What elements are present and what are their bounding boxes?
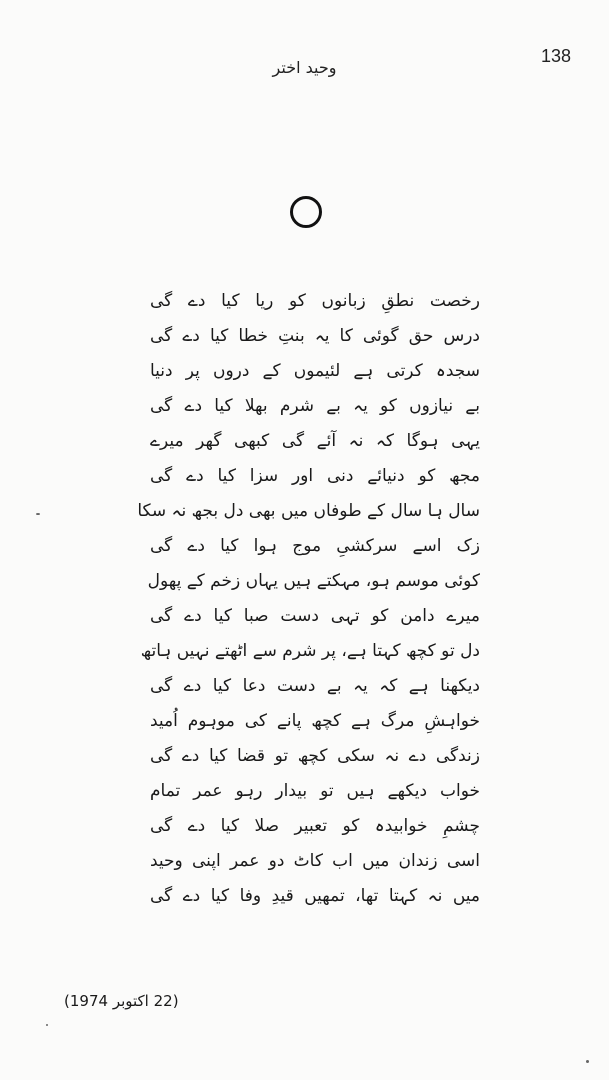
scan-speck bbox=[586, 1060, 589, 1063]
poem-line: بے نیازوں کو یہ بے شرم بھلا کیا دے گی bbox=[150, 396, 480, 416]
poem-line: اسی زندان میں اب کاٹ دو عمر اپنی وحید bbox=[150, 851, 480, 871]
poem-line: کوئی موسم ہو، مہکتے ہیں یہاں زخم کے پھول bbox=[147, 571, 480, 591]
poem-line: سال ہا سال کے طوفاں میں بھی دل بجھ نہ سکا bbox=[137, 501, 480, 521]
poem-line: میں نہ کہتا تھا، تمھیں قیدِ وفا کیا دے گی bbox=[150, 886, 480, 906]
ghazal-poem bbox=[137, 284, 480, 914]
poem-line: درس حق گوئی کا یہ بنتِ خطا کیا دے گی bbox=[150, 326, 480, 346]
scan-speck bbox=[46, 1024, 48, 1026]
poem-line: زک اسے سرکشیِ موج ہوا کیا دے گی bbox=[150, 536, 480, 556]
poem-line: خواب دیکھے ہیں تو بیدار رہو عمر تمام bbox=[150, 781, 480, 801]
circle-ornament-icon bbox=[290, 196, 322, 228]
poem-line: چشمِ خوابیدہ کو تعبیر صلا کیا دے گی bbox=[150, 816, 480, 836]
poem-line: رخصت نطقِ زبانوں کو ریا کیا دے گی bbox=[150, 291, 480, 311]
poem-line: مجھ کو دنیائے دنی اور سزا کیا دے گی bbox=[150, 466, 480, 486]
poem-line: دیکھنا ہے کہ یہ بے دست دعا کیا دے گی bbox=[150, 676, 480, 696]
poem-line: یہی ہوگا کہ نہ آئے گی کبھی گھر میرے bbox=[150, 431, 480, 451]
running-head-author: وحید اختر bbox=[272, 58, 337, 77]
poem-date: (22 اکتوبر 1974) bbox=[64, 992, 179, 1010]
poem-line: میرے دامن کو تہی دست صبا کیا دے گی bbox=[150, 606, 480, 626]
poem-line: سجدہ کرتی ہے لئیموں کے دروں پر دنیا bbox=[150, 361, 480, 381]
page-number: 138 bbox=[540, 46, 571, 66]
poem-line: دل تو کچھ کہتا ہے، پر شرم سے اٹھتے نہیں ہاتھ bbox=[140, 641, 480, 661]
poem-line: زندگی دے نہ سکی کچھ تو قضا کیا دے گی bbox=[150, 746, 480, 766]
poem-line: خواہشِ مرگ ہے کچھ پانے کی موہوم اُمید bbox=[150, 711, 480, 731]
scan-speck bbox=[36, 513, 40, 515]
